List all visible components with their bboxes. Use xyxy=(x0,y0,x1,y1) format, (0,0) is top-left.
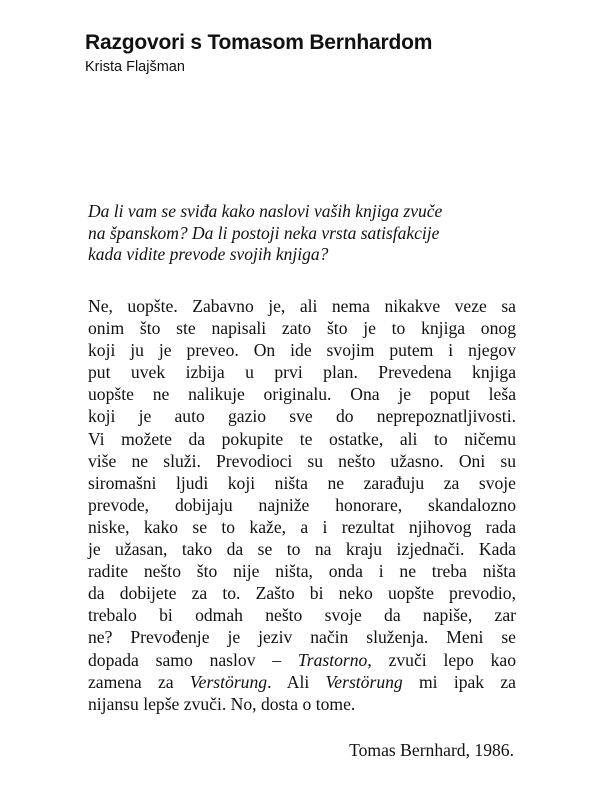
answer-line: je užasan, tako da se to na kraju izjednači. Kada xyxy=(88,539,516,560)
answer-line: Vi možete da pokupite te ostatke, ali to ničemu xyxy=(88,428,516,449)
answer-line: siromašni ljudi koji ništa ne zarađuju za svoje xyxy=(88,472,516,493)
question-line: Da li vam se sviđa kako naslovi vaših knjiga zvuče xyxy=(88,201,443,221)
question-line: na španskom? Da li postoji neka vrsta satisfakcije xyxy=(88,222,440,243)
answer-line: trebalo bi odmah nešto svoje da napiše, zar xyxy=(88,605,516,626)
answer-line: nijansu lepše zvuči. No, dosta o tome. xyxy=(88,693,356,714)
interview-answer xyxy=(88,295,516,715)
answer-line: prevode, dobijaju najniže honorare, skandalozno xyxy=(88,494,516,515)
answer-line: koji je auto gazio sve do neprepoznatljivosti. xyxy=(88,406,516,427)
answer-line: uopšte ne nalikuje originalu. Ona je poput leša xyxy=(88,384,516,405)
book-title: Razgovori s Tomasom Bernhardom xyxy=(85,31,433,54)
answer-line: onim što ste napisali zato što je to knjiga onog xyxy=(88,318,516,339)
answer-line: da dobijete za to. Zašto bi neko uopšte prevodio, xyxy=(88,583,516,604)
italic-title-verstorung: Verstörung xyxy=(189,671,268,692)
book-author: Krista Flajšman xyxy=(85,59,185,75)
answer-text: . Ali xyxy=(267,671,326,692)
answer-line: ne? Prevođenje je jeziv način služenja. Meni se xyxy=(88,627,516,648)
signature: Tomas Bernhard, 1986. xyxy=(349,740,514,760)
answer-line: niske, kako se to kaže, a i rezultat njihovog rada xyxy=(88,516,516,537)
answer-line: više ne služi. Prevodioci su nešto užasno. Oni su xyxy=(88,450,516,471)
answer-line xyxy=(88,649,516,671)
answer-text: dopada samo naslov – xyxy=(88,649,298,670)
question-line: kada vidite prevode svojih knjiga? xyxy=(88,244,329,264)
answer-line: radite nešto što nije ništa, onda i ne treba ništa xyxy=(88,561,516,582)
italic-title-verstorung: Verstörung xyxy=(325,671,403,692)
answer-line: koji ju je preveo. On ide svojim putem i njegov xyxy=(88,340,516,361)
italic-title-trastorno: Trastorno xyxy=(297,649,368,670)
answer-line: Ne, uopšte. Zabavno je, ali nema nikakve veze sa xyxy=(88,296,516,316)
answer-text: mi ipak za xyxy=(402,671,516,692)
interview-question xyxy=(88,201,508,266)
answer-text: zamena za xyxy=(88,671,190,692)
answer-text: , zvuči lepo kao xyxy=(367,649,516,670)
answer-line: put uvek izbija u prvi plan. Prevedena knjiga xyxy=(88,362,516,383)
answer-line xyxy=(88,671,516,693)
